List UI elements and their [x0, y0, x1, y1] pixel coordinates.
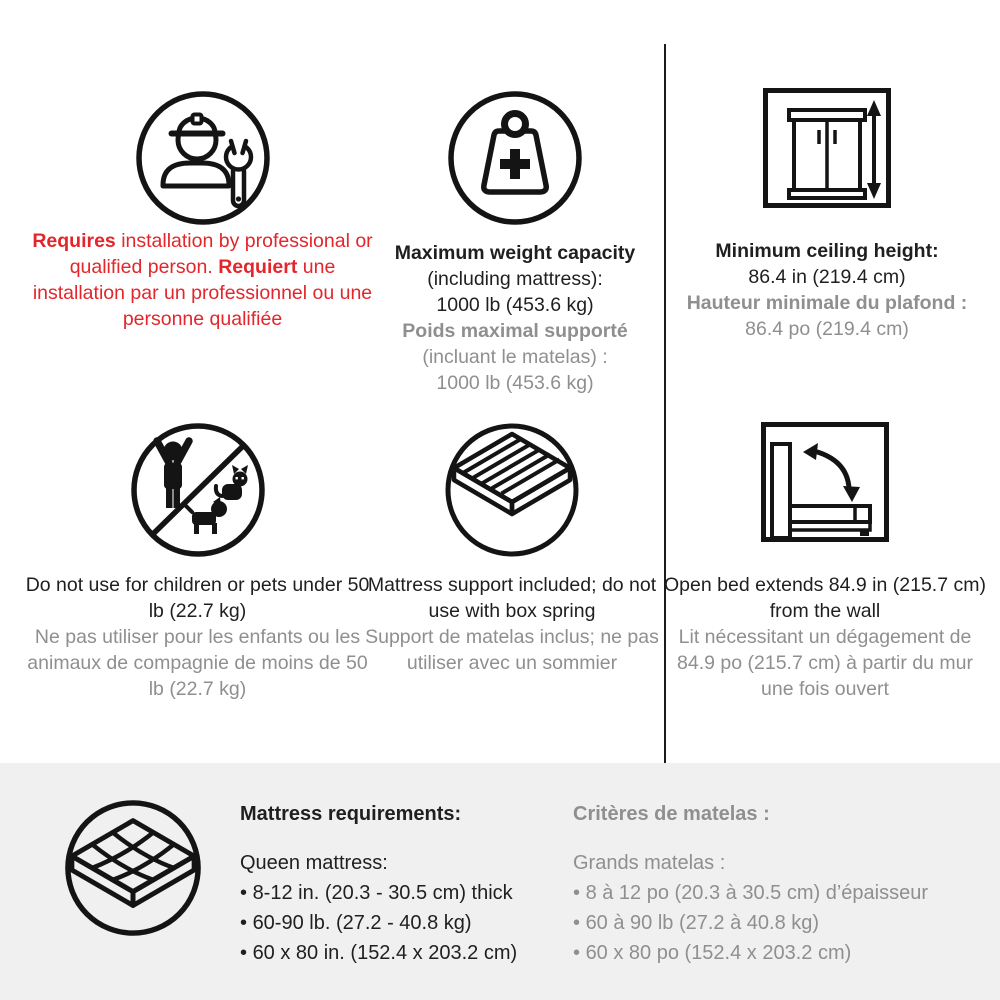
weight-title-en: Maximum weight capacity: [394, 242, 636, 264]
mattress-spec-list-fr: [573, 878, 978, 968]
weight-text: [368, 240, 662, 396]
install-text-fr-bold: Requiert: [218, 256, 298, 278]
requirement-children-pets: [20, 420, 375, 702]
weight-line-en-1: (including mattress):: [427, 268, 603, 290]
mattress-requirements-title-fr: Critères de matelas :: [573, 803, 770, 825]
mattress-size-label-fr: Grands matelas :: [573, 852, 726, 874]
ceiling-height-icon: [761, 86, 893, 210]
install-text-fr: une installation par un professionnel ou une personne qualifiée: [32, 256, 373, 330]
ceiling-title-fr: Hauteur minimale du plafond :: [686, 292, 968, 314]
weight-icon: [445, 88, 585, 228]
requirement-install: [30, 88, 375, 332]
weight-line-en-2: 1000 lb (453.6 kg): [436, 294, 594, 316]
requirement-weight: [368, 88, 662, 396]
openbed-text-fr: Lit nécessitant un dégagement de 84.9 po (215.7 cm) à partir du mur une fois ouvert: [677, 626, 973, 700]
mattress-support-icon: [442, 420, 582, 560]
openbed-text: [660, 572, 990, 702]
requirement-openbed: [660, 420, 990, 702]
ceiling-line-en: 86.4 in (219.4 cm): [748, 266, 906, 288]
ceiling-title-en: Minimum ceiling height:: [715, 240, 939, 262]
mattress-requirements-panel: [0, 763, 1000, 1000]
mattress-spec-fr-dimensions: • 60 x 80 po (152.4 x 203.2 cm): [573, 938, 978, 968]
open-bed-icon: [759, 420, 891, 544]
mattress-spec-en-weight: • 60-90 lb. (27.2 - 40.8 kg): [240, 908, 555, 938]
mattress-requirements-title-en: Mattress requirements:: [240, 803, 462, 825]
weight-title-fr: Poids maximal supporté: [402, 320, 628, 342]
ceiling-line-fr: 86.4 po (219.4 cm): [745, 318, 909, 340]
mattress-requirements-en: [240, 801, 555, 968]
mattress-spec-en-thickness: • 8-12 in. (20.3 - 30.5 cm) thick: [240, 878, 555, 908]
support-text: [362, 572, 662, 676]
no-children-pets-icon: [128, 420, 268, 560]
mattress-spec-fr-weight: • 60 à 90 lb (27.2 à 40.8 kg): [573, 908, 978, 938]
support-text-en: Mattress support included; do not use with box spring: [367, 574, 657, 622]
install-text-en-bold: Requires: [32, 230, 116, 252]
mattress-size-label-en: Queen mattress:: [240, 852, 388, 874]
children-text-en: Do not use for children or pets under 50 lb (22.7 kg): [25, 574, 370, 622]
requirement-ceiling: [666, 86, 988, 342]
children-text-fr: Ne pas utiliser pour les enfants ou les animaux de compagnie de moins de 50 lb (22.7 kg): [27, 626, 368, 700]
weight-line-fr-1: (incluant le matelas) :: [422, 346, 608, 368]
children-text: [20, 572, 375, 702]
install-text: [30, 228, 375, 332]
support-text-fr: Support de matelas inclus; ne pas utiliser avec un sommier: [365, 626, 659, 674]
ceiling-text: [666, 238, 988, 342]
install-text-en: installation by professional or qualified person.: [69, 230, 373, 278]
mattress-spec-en-dimensions: • 60 x 80 in. (152.4 x 203.2 cm): [240, 938, 555, 968]
requirement-support: [362, 420, 662, 676]
mattress-spec-fr-thickness: • 8 à 12 po (20.3 à 30.5 cm) d’épaisseur: [573, 878, 978, 908]
installer-icon: [133, 88, 273, 228]
mattress-icon: [62, 797, 204, 939]
weight-line-fr-2: 1000 lb (453.6 kg): [436, 372, 594, 394]
mattress-spec-list-en: [240, 878, 555, 968]
mattress-requirements-fr: [573, 801, 978, 968]
openbed-text-en: Open bed extends 84.9 in (215.7 cm) from the wall: [664, 574, 986, 622]
